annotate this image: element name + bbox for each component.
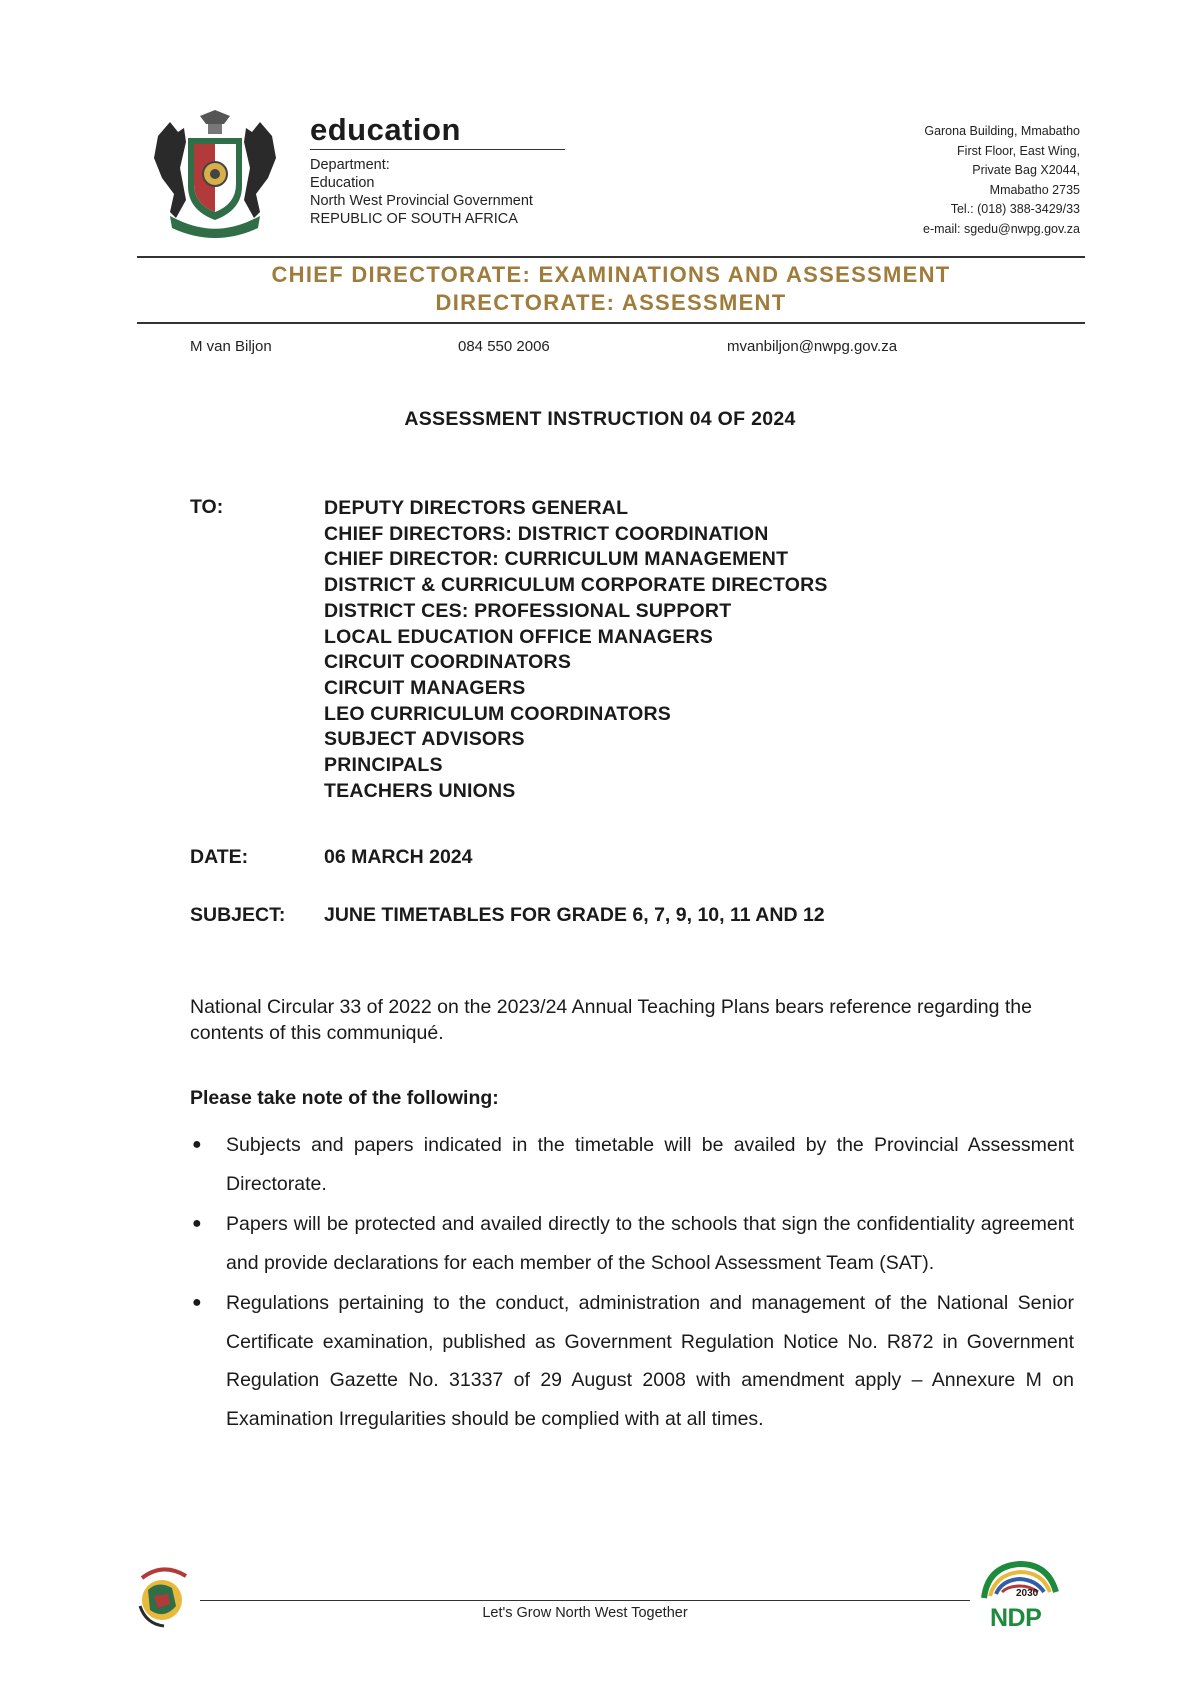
bullet-icon: ● — [192, 1136, 202, 1153]
provincial-emblem-icon — [128, 1560, 198, 1632]
contact-name: M van Biljon — [190, 338, 272, 355]
department-line: REPUBLIC OF SOUTH AFRICA — [310, 211, 518, 227]
recipient-item: CIRCUIT MANAGERS — [324, 676, 526, 699]
recipient-item: DISTRICT CES: PROFESSIONAL SUPPORT — [324, 599, 732, 622]
contact-email[interactable]: mvanbiljon@nwpg.gov.za — [727, 338, 898, 355]
ndp-text: NDP — [990, 1604, 1042, 1632]
footer-slogan: Let's Grow North West Together — [482, 1605, 688, 1621]
recipient-item: CIRCUIT COORDINATORS — [324, 651, 572, 674]
footer-rule — [200, 1600, 970, 1601]
address-line: First Floor, East Wing, — [957, 143, 1080, 158]
recipient-item: SUBJECT ADVISORS — [324, 728, 525, 751]
subject-value: JUNE TIMETABLES FOR GRADE 6, 7, 9, 10, 11 AND 12 — [324, 904, 825, 926]
address-email[interactable]: e-mail: sgedu@nwpg.gov.za — [923, 221, 1080, 236]
bullet-text: Regulations pertaining to the conduct, administration and management of the National Senior Certificate examination, published as Government Regulation Notice No. R872 in Government Regulation Gazette No. 31337 of 29 August 2008 with amendment apply – Annexure M on Examination Irregularities should be complied with at all times. — [226, 1292, 1074, 1430]
ndp-year: 2030 — [1016, 1588, 1039, 1599]
address-line: Private Bag X2044, — [972, 163, 1080, 177]
date-label: DATE: — [190, 846, 249, 868]
instruction-title: ASSESSMENT INSTRUCTION 04 OF 2024 — [404, 408, 796, 430]
note-heading: Please take note of the following: — [190, 1087, 499, 1109]
address-block — [923, 122, 1080, 239]
instruction-bullets — [190, 1126, 1074, 1440]
date-value: 06 MARCH 2024 — [324, 846, 473, 868]
address-line: Mmabatho 2735 — [989, 182, 1080, 197]
header-rule-top — [137, 256, 1085, 258]
recipient-item: LOCAL EDUCATION OFFICE MANAGERS — [324, 625, 713, 648]
to-label: TO: — [190, 496, 224, 518]
list-item — [190, 1284, 1074, 1438]
subject-label: SUBJECT: — [190, 904, 286, 926]
recipient-item: PRINCIPALS — [324, 754, 443, 777]
department-line: Education — [310, 175, 375, 191]
list-item — [190, 1126, 1074, 1203]
recipient-item: TEACHERS UNIONS — [324, 779, 516, 802]
department-block — [310, 156, 533, 228]
department-line: North West Provincial Government — [310, 193, 533, 209]
recipient-item: DEPUTY DIRECTORS GENERAL — [324, 497, 629, 519]
recipient-item: DISTRICT & CURRICULUM CORPORATE DIRECTORS — [324, 574, 828, 597]
header-rule-bottom — [137, 322, 1085, 324]
list-item — [190, 1205, 1074, 1282]
recipient-item: CHIEF DIRECTOR: CURRICULUM MANAGEMENT — [324, 548, 789, 571]
bullet-text: Subjects and papers indicated in the timetable will be availed by the Provincial Assessment Directorate. — [226, 1134, 1074, 1195]
brand-divider — [310, 149, 565, 150]
intro-paragraph: National Circular 33 of 2022 on the 2023/24 Annual Teaching Plans bears reference regarding the contents of this communiqué. — [190, 996, 1032, 1044]
department-line: Department: — [310, 157, 390, 173]
address-line: Garona Building, Mmabatho — [924, 124, 1080, 138]
recipient-list — [324, 496, 828, 804]
contact-phone: 084 550 2006 — [458, 338, 550, 355]
directorate-title: DIRECTORATE: ASSESSMENT — [435, 290, 787, 315]
ndp-logo-icon — [976, 1558, 1060, 1636]
address-line: Tel.: (018) 388-3429/33 — [950, 202, 1080, 216]
department-brand: education — [310, 112, 461, 147]
bullet-text: Papers will be protected and availed directly to the schools that sign the confidentiality agreement and provide declarations for each member of the School Assessment Team (SAT). — [226, 1213, 1074, 1274]
recipient-item: LEO CURRICULUM COORDINATORS — [324, 702, 672, 725]
chief-directorate-title: CHIEF DIRECTORATE: EXAMINATIONS AND ASSESSMENT — [271, 262, 951, 287]
bullet-icon: ● — [192, 1215, 202, 1232]
recipient-item: CHIEF DIRECTORS: DISTRICT COORDINATION — [324, 522, 769, 545]
coat-of-arms-icon — [140, 108, 290, 240]
bullet-icon: ● — [192, 1294, 202, 1311]
